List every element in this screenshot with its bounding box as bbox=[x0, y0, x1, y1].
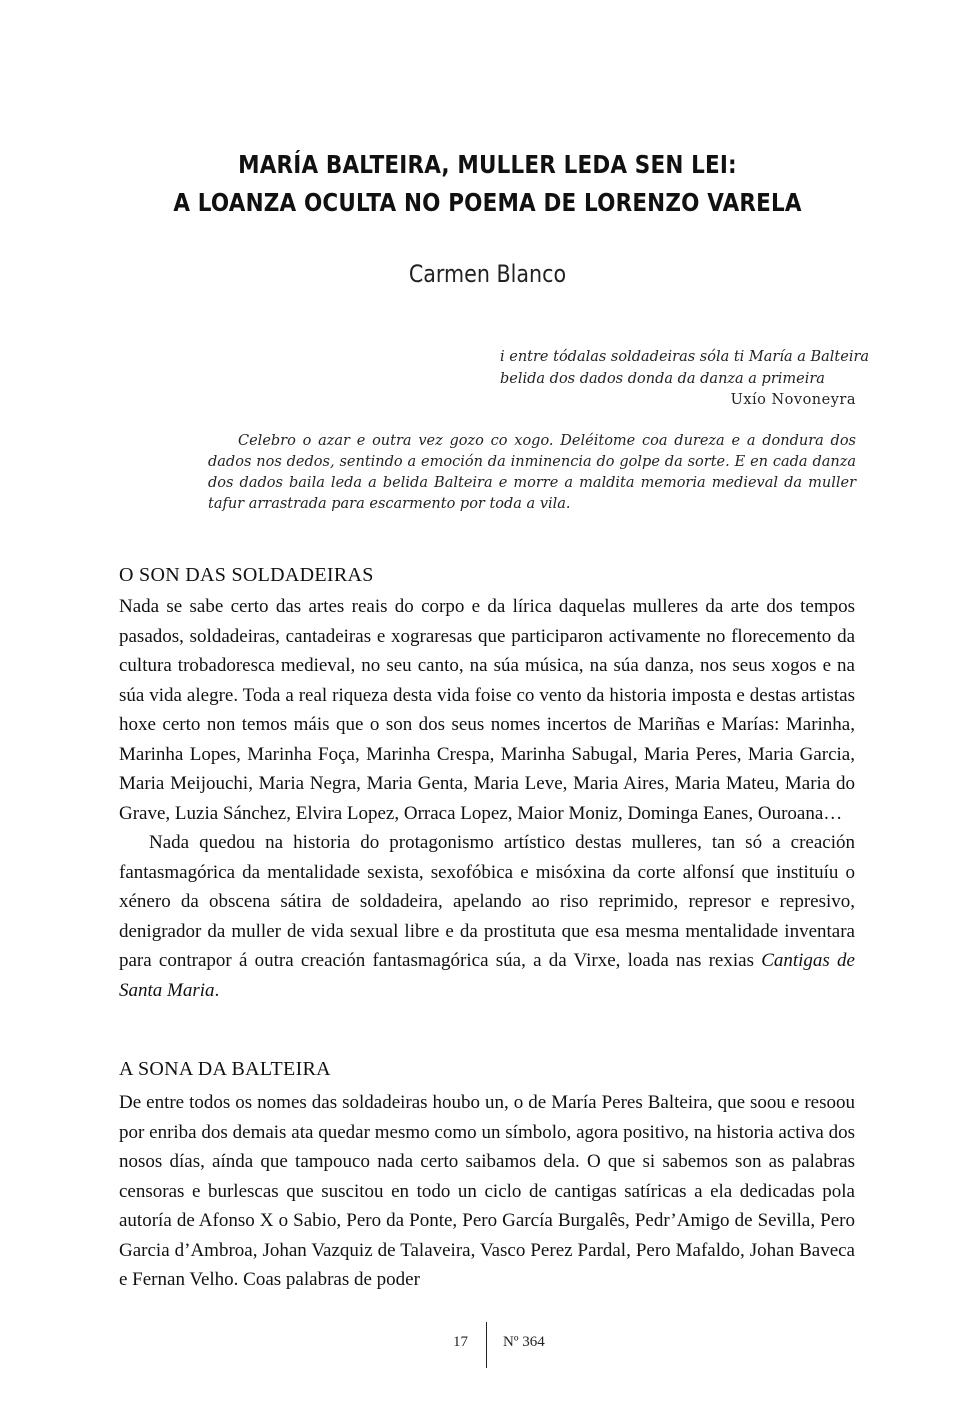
section-body-1 bbox=[119, 592, 855, 1005]
paragraph: Nada se sabe certo das artes reais do corpo e da lírica daquelas mulleres da arte dos tempos pasados, soldadeiras, cantadeiras e xograresas que participaron activamente no florecemento da cultura trobadoresca medieval, no seu canto, na súa música, na súa danza, nos seus xogos e na súa vida alegre. Toda a real riqueza desta vida foise co vento da historia imposta e destas artistas hoxe certo non temos máis que o son dos seus nomes incertos de Mariñas e Marías: Marinha, Marinha Lopes, Marinha Foça, Marinha Crespa, Marinha Sabugal, Maria Peres, Maria Garcia, Maria Meijouchi, Maria Negra, Maria Genta, Maria Leve, Maria Aires, Maria Mateu, Maria do Grave, Luzia Sánchez, Elvira Lopez, Orraca Lopez, Maior Moniz, Dominga Eanes, Ouroana… bbox=[119, 596, 855, 824]
page-number: 17 bbox=[453, 1334, 468, 1350]
paragraph: De entre todos os nomes das soldadeiras houbo un, o de María Peres Balteira, que soou e resoou por enriba dos demais ata quedar mesmo como un símbolo, agora positivo, na historia activa dos nosos días, aínda que tampouco nada certo saibamos dela. O que si sabemos son as palabras censoras e burlescas que suscitou en todo un ciclo de cantigas satíricas a ela dedicadas pola autoría de Afonso X o Sabio, Pero da Ponte, Pero García Burgalês, Pedr’Amigo de Sevilla, Pero Garcia d’Ambroa, Johan Vazquiz de Talaveira, Vasco Perez Pardal, Pero Mafaldo, Johan Baveca e Fernan Velho. Coas palabras de poder bbox=[119, 1092, 855, 1290]
epigraph-line-2: belida dos dados donda da danza a primeira bbox=[500, 370, 825, 387]
epigraph bbox=[500, 347, 870, 412]
section-heading-2: A SONA DA BALTEIRA bbox=[119, 1058, 331, 1080]
article-title bbox=[171, 146, 803, 222]
paragraph bbox=[119, 828, 855, 1005]
epigraph-attribution: Uxío Novoneyra bbox=[730, 392, 856, 408]
section-heading-1: O SON DAS SOLDADEIRAS bbox=[119, 564, 374, 586]
section-body-2 bbox=[119, 1088, 855, 1295]
epigraph-line-1: i entre tódalas soldadeiras sóla ti María a Balteira bbox=[500, 349, 870, 365]
italic-title: Cantigas de Santa Maria bbox=[119, 950, 855, 1001]
author-name: Carmen Blanco bbox=[408, 260, 567, 288]
page-footer bbox=[0, 1322, 975, 1368]
footer-divider bbox=[486, 1322, 487, 1368]
paragraph-end: . bbox=[214, 979, 220, 1001]
issue-number: Nº 364 bbox=[503, 1334, 545, 1350]
abstract: Celebro o azar e outra vez gozo co xogo. Deléitome coa dureza e a dondura dos dados nos dedos, sentindo a emoción da inminencia do golpe da sorte. E en cada danza dos dados baila leda a belida Balteira e morre a maldita memoria medieval da muller tafur arrastrada para escarmento por toda a vila. bbox=[208, 433, 856, 512]
paragraph-text: Nada quedou na historia do protagonismo artístico destas mulleres, tan só a creación fantasmagórica da mentalidade sexista, sexofóbica e misóxina da corte alfonsí que instituíu o xénero da obscena sátira de soldadeira, apelando ao riso reprimido, represor e represivo, denigrador da muller de vida sexual libre e da prostituta que esa mesma mentalidade inventara para contrapor á outra creación fantasmagórica súa, a da Virxe, loada nas rexias bbox=[119, 832, 855, 971]
title-line-1: MARÍA BALTEIRA, MULLER LEDA SEN LEI: bbox=[238, 150, 737, 179]
title-line-2: A LOANZA OCULTA NO POEMA DE LORENZO VARELA bbox=[173, 188, 802, 217]
